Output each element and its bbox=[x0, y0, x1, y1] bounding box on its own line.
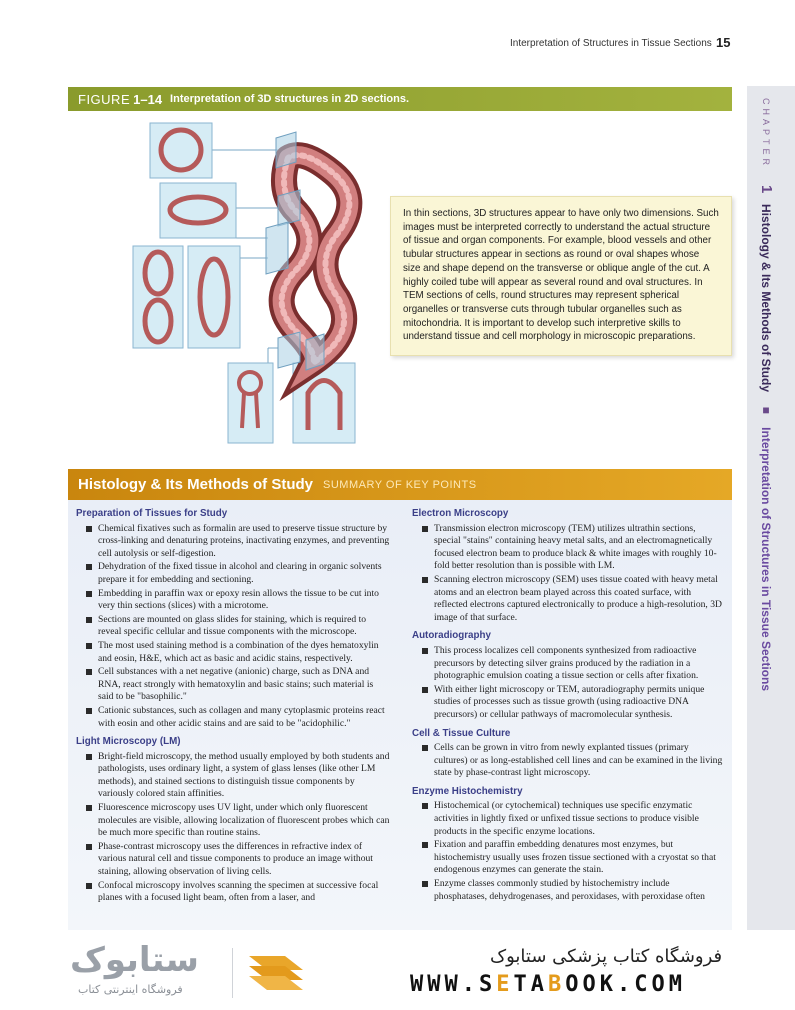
figure-label: FIGURE bbox=[78, 91, 131, 107]
list-item: Cationic substances, such as collagen and many cytoplasmic proteins react with eosin and other acidic stains and are said to be "acidophilic." bbox=[76, 705, 390, 730]
chapter-separator: ■ bbox=[759, 402, 773, 417]
figure-title-bar bbox=[68, 87, 732, 111]
watermark-divider bbox=[232, 948, 233, 998]
summary-title-bar bbox=[68, 469, 732, 500]
light-microscopy-list bbox=[76, 751, 390, 905]
section-panel-oval bbox=[160, 183, 236, 238]
list-item: Bright-field microscopy, the method usually employed by both students and pathologists, uses ordinary light, a system of glass lenses (like other LM methods), and stained sections to distinguish tissue components by variously colored stain affinities. bbox=[76, 751, 390, 801]
summary-left-column bbox=[76, 508, 390, 906]
summary-body bbox=[68, 500, 732, 930]
chapter-tab bbox=[747, 86, 795, 946]
list-item: Cell substances with a net negative (anionic) charge, such as DNA and RNA, react strongly with hematoxylin and basic stains; such material is said to be "basophilic." bbox=[76, 666, 390, 704]
cell-culture-list bbox=[412, 742, 724, 780]
watermark-url-part: OOK.COM bbox=[565, 972, 686, 997]
autoradiography-list bbox=[412, 645, 724, 722]
chapter-section-title: Interpretation of Structures in Tissue Sections bbox=[759, 427, 773, 692]
list-item: The most used staining method is a combination of the dyes hematoxylin and eosin, H&E, which act as basic and acidic stains, respectively. bbox=[76, 640, 390, 665]
list-item: Sections are mounted on glass slides for staining, which is required to reveal specific cellular and tissue components with the microscope. bbox=[76, 614, 390, 639]
enzyme-histochemistry-list bbox=[412, 800, 724, 903]
section-panel-loop bbox=[228, 363, 273, 443]
section-heading-light-microscopy: Light Microscopy (LM) bbox=[76, 736, 181, 748]
watermark-url-highlight: E bbox=[496, 972, 514, 997]
list-item: Embedding in paraffin wax or epoxy resin allows the tissue to be cut into very thin sections (slices) with a microtome. bbox=[76, 588, 390, 613]
list-item: Chemical fixatives such as formalin are used to preserve tissue structure by cross-linking and denaturing proteins, inactivating enzymes, and preventing cell autolysis or self-digestion. bbox=[76, 523, 390, 561]
chapter-word: CHAPTER bbox=[761, 98, 771, 170]
summary-subtitle: SUMMARY OF KEY POINTS bbox=[323, 478, 477, 491]
list-item: Fluorescence microscopy uses UV light, under which only fluorescent molecules are visible, allowing localization of fluorescent probes which can be much more specific than routine stains. bbox=[76, 802, 390, 840]
summary-right-column bbox=[412, 508, 724, 904]
section-panel-top bbox=[150, 123, 212, 178]
section-panel-figure-eight bbox=[133, 246, 183, 348]
section-heading-cell-culture: Cell & Tissue Culture bbox=[412, 727, 511, 739]
list-item: Scanning electron microscopy (SEM) uses tissue coated with heavy metal atoms and an electron beam played across this coated surface, with reflected electrons captured electronically to produce a high-resolution, 3D image of that surface. bbox=[412, 574, 724, 624]
watermark-url-highlight: B bbox=[547, 972, 566, 997]
chapter-book-title: Histology & Its Methods of Study bbox=[759, 204, 773, 393]
watermark-logo-icon bbox=[245, 950, 307, 996]
list-item: Enzyme classes commonly studied by histochemistry include phosphatases, dehydrogenases, and peroxidases, with peroxidase often bbox=[412, 878, 724, 903]
section-heading-preparation: Preparation of Tissues for Study bbox=[76, 508, 228, 519]
watermark-logo-text: ستابوک bbox=[70, 940, 199, 980]
section-heading-enzyme-histochemistry: Enzyme Histochemistry bbox=[412, 785, 523, 797]
list-item: Cells can be grown in vitro from newly explanted tissues (primary cultures) or as long-established cell lines and can be examined in the living state by phase-contrast light microscopy. bbox=[412, 742, 724, 780]
preparation-list bbox=[76, 523, 390, 731]
chapter-tab-text bbox=[757, 98, 775, 691]
figure-title: Interpretation of 3D structures in 2D sections. bbox=[170, 93, 410, 105]
chapter-number: 1 bbox=[758, 185, 775, 194]
list-item: This process localizes cell components synthesized from radioactive precursors by detecting silver grains produced by the radiation in a photographic emulsion coating a tissue section or cells after fixation. bbox=[412, 645, 724, 683]
section-heading-electron-microscopy: Electron Microscopy bbox=[412, 508, 509, 519]
electron-microscopy-list bbox=[412, 523, 724, 625]
coiled-tube-illustration bbox=[128, 118, 378, 453]
summary-title: Histology & Its Methods of Study bbox=[78, 476, 313, 493]
list-item: Confocal microscopy involves scanning the specimen at successive focal planes with a focused light beam, often from a laser, and bbox=[76, 880, 390, 905]
section-heading-autoradiography: Autoradiography bbox=[412, 630, 491, 642]
watermark-url-part: TA bbox=[513, 972, 548, 997]
section-panel-oblique bbox=[188, 246, 240, 348]
coiled-tube bbox=[282, 155, 350, 363]
figure-number: 1–14 bbox=[133, 91, 163, 107]
list-item: Fixation and paraffin embedding denatures most enzymes, but histochemistry usually uses frozen tissue sectioned with a cryostat so that endogenous enzymes can generate the stain. bbox=[412, 839, 724, 877]
page-number: 15 bbox=[716, 35, 731, 50]
watermark-url bbox=[410, 972, 686, 997]
list-item: Transmission electron microscopy (TEM) utilizes ultrathin sections, special "stains" containing heavy metal salts, and an electromagnetically focused electron beam to produce black & white images with roughly 10-fold better resolution than is possible with LM. bbox=[412, 523, 724, 573]
running-head: Interpretation of Structures in Tissue Sections bbox=[510, 38, 712, 49]
figure-caption: In thin sections, 3D structures appear to have only two dimensions. Such images must be interpreted correctly to understand the actual structure of tissue and organ components. For example, blood vessels and other tubular structures appear in sections as round or oval shapes whose size and shape depend on the transverse or oblique angle of the cut. A highly coiled tube will appear as several round and oval structures. In TEM sections of cells, round structures may represent spherical organelles or transverse cuts through tubular organelles such as mitochondria. It is important to develop such interpretive skills to understand tissue and cell morphology in microscopic preparations. bbox=[390, 196, 732, 356]
watermark-logo-subtitle: فروشگاه اینترنتی کتاب bbox=[78, 983, 183, 996]
list-item: Dehydration of the fixed tissue in alcohol and clearing in organic solvents prepare it for embedding and sectioning. bbox=[76, 561, 390, 586]
list-item: Histochemical (or cytochemical) techniques use specific enzymatic activities in lightly fixed or unfixed tissue sections to produce visible products in the specific enzyme locations. bbox=[412, 800, 724, 838]
list-item: With either light microscopy or TEM, autoradiography permits unique studies of processes such as tissue growth (using radioactive DNA precursors) or cellular pathways of macromolecular synthesis. bbox=[412, 684, 724, 722]
watermark-store-name: فروشگاه کتاب پزشکی ستابوک bbox=[490, 946, 723, 967]
list-item: Phase-contrast microscopy uses the differences in refractive index of various natural cell and tissue components to produce an image without staining, allowing observation of living cells. bbox=[76, 841, 390, 879]
watermark-url-part: WWW.S bbox=[410, 972, 497, 997]
